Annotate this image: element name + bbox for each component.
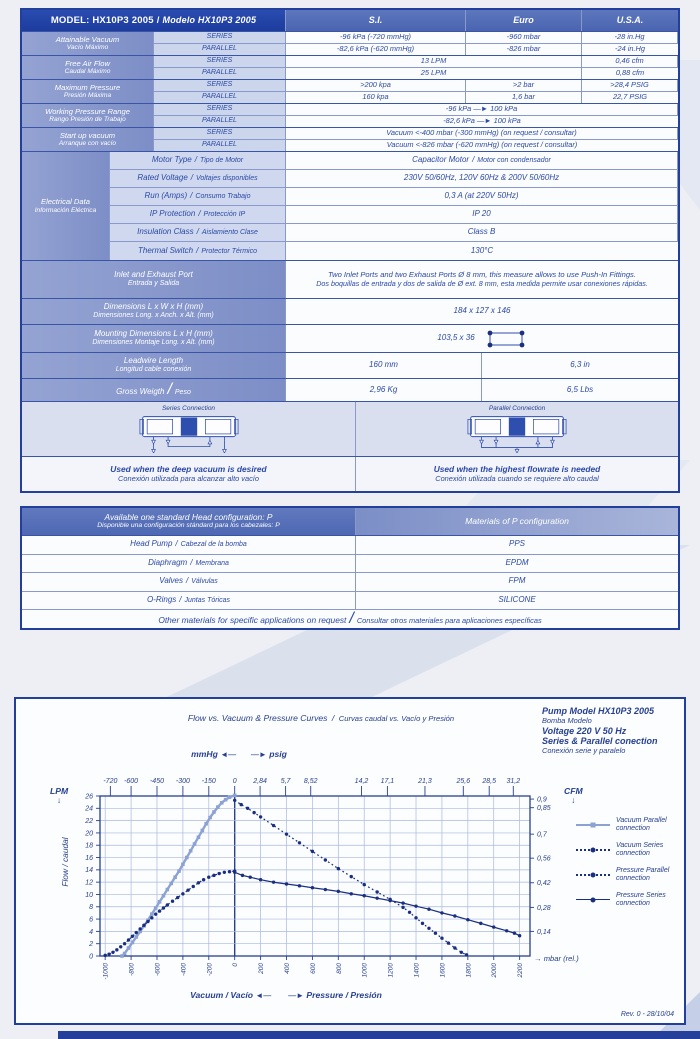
svg-text:24: 24 [85,805,93,813]
svg-text:0: 0 [89,953,93,961]
materials-row-head-pump [22,536,678,555]
series-connection-title: Series Connection [161,404,216,412]
working-pressure-parallel-value: -82,6 kPa —► 100 kPa [286,116,678,128]
mounting-value: 103,5 x 36 [437,333,475,343]
maximum-pressure-series-euro: >2 bar [466,80,582,92]
svg-text:600: 600 [309,963,317,974]
svg-text:200: 200 [258,963,266,974]
materials-row-orings [22,592,678,611]
svg-text:2000: 2000 [491,963,499,978]
maximum-pressure-parallel-usa: 22,7 PSIG [582,92,678,104]
svg-text:1600: 1600 [439,963,447,978]
svg-text:16: 16 [85,854,93,862]
row-attainable-vacuum [22,32,678,56]
svg-text:-720: -720 [103,778,118,785]
mmhg-label: mmHg [191,749,218,759]
parallel-tag: PARALLEL [154,116,286,128]
chart-legend [576,817,678,908]
materials-header-right: Materials of P configuration [356,508,678,535]
spec-table [20,8,680,493]
parallel-connection-icon [452,413,582,453]
maximum-pressure-series-usa: >28,4 PSIG [582,80,678,92]
svg-text:800: 800 [335,963,343,974]
maximum-pressure-parallel-si: 160 kpa [286,92,466,104]
mounting-value-cell [286,325,678,352]
revision-note: Rev. 0 - 28/10/04 [620,1011,674,1018]
electrical-prop-run-amps: Run (Amps) / Consumo Trabajo [110,188,286,206]
model-sep: / [156,14,160,26]
svg-text:2: 2 [89,941,93,949]
part-head-pump: Head Pump / Cabezal de la bomba [22,536,356,555]
flow-chart-panel [14,697,686,1025]
material-valves: FPM [356,573,678,592]
attainable-vacuum-label: Attainable Vacuum Vacío Máximo [22,32,154,55]
parallel-connection-title: Parallel Connection [488,404,546,412]
svg-text:10: 10 [85,891,93,899]
electrical-data-label: Electrical Data Información Eléctrica [22,152,110,260]
left-arrow-icon: ◄— [255,991,272,1000]
dimensions-label: Dimensions L x W x H (mm) Dimensiones Long. x Anch. x Alt. (mm) [22,299,286,324]
svg-text:-600: -600 [124,778,139,785]
start-up-vacuum-series-value: Vacuum <-400 mbar (-300 mmHg) (on request / consultar) [286,128,678,140]
svg-text:0,85: 0,85 [537,805,551,813]
materials-footer-note: Other materials for specific applications on request / Consultar otros materiales para aplicaciones específicas [22,610,678,628]
electrical-value-thermal-switch: 130°C [286,242,678,260]
series-connection-icon [124,413,254,453]
materials-header [22,508,678,536]
working-pressure-series-value: -96 kPa —► 100 kPa [286,104,678,116]
svg-text:8: 8 [89,904,93,912]
svg-text:400: 400 [284,963,292,974]
material-diaphragm: EPDM [356,555,678,574]
leadwire-label: Leadwire Length Longitud cable conexión [22,353,286,378]
legend-item-vacuum-parallel: Vacuum Parallel connection [576,817,678,833]
svg-text:-450: -450 [149,778,164,785]
electrical-data-block [22,152,678,261]
top-axis-caption [164,749,314,759]
series-usage-note: Used when the deep vacuum is desired Conexión utilizada para alcanzar alto vacío [22,457,356,491]
gross-weight-lbs: 6,5 Lbs [482,379,678,401]
svg-text:1200: 1200 [387,963,395,978]
part-orings: O-Rings / Juntas Tóricas [22,592,356,611]
legend-item-pressure-series: Pressure Series connection [576,892,678,908]
y-axis-title: Flow / caudal [60,837,70,887]
svg-text:1400: 1400 [413,963,421,978]
free-air-flow-parallel-usa: 0,88 cfm [582,68,678,80]
row-free-air-flow [22,56,678,80]
free-air-flow-series-usa: 0,46 cfm [582,56,678,68]
svg-text:0,7: 0,7 [537,831,547,839]
svg-text:25,6: 25,6 [456,778,471,785]
spec-table-header [22,10,678,32]
row-dimensions [22,299,678,325]
attainable-vacuum-series-si: -96 kPa (-720 mmHg) [286,32,466,44]
svg-text:-300: -300 [175,778,190,785]
gross-weight-label: Gross Weigth / Peso [22,379,286,401]
model-header [22,10,286,31]
left-arrow-icon: ◄— [220,750,237,759]
svg-text:2200: 2200 [517,963,525,978]
pump-model: Pump Model HX10P3 2005 [542,706,655,716]
materials-row-diaphragm [22,555,678,574]
svg-text:0,42: 0,42 [537,880,551,888]
free-air-flow-series-si-euro: 13 LPM [286,56,582,68]
maximum-pressure-parallel-euro: 1,6 bar [466,92,582,104]
svg-text:5,7: 5,7 [280,778,291,785]
series-tag: SERIES [154,128,286,140]
maximum-pressure-series-si: >200 kpa [286,80,466,92]
svg-text:1800: 1800 [465,963,473,978]
svg-text:1000: 1000 [361,963,369,978]
row-working-pressure-range [22,104,678,128]
svg-text:0: 0 [232,778,237,785]
column-header-euro: Euro [466,10,582,31]
electrical-prop-ip-protection: IP Protection / Protección IP [110,206,286,224]
svg-text:14: 14 [85,867,93,875]
mounting-label: Mounting Dimensions L x H (mm) Dimensiones Montaje Long. x Alt. (mm) [22,325,286,352]
vacuum-series-swatch [576,846,610,855]
vacuum-caption: Vacuum / Vacío [190,990,253,1000]
materials-table [20,506,680,630]
materials-header-left: Available one standard Head configuration: P Disponible una configuración stándard para los cabezales: P [22,508,356,535]
svg-text:20: 20 [85,830,93,838]
materials-footer [22,610,678,628]
svg-text:8,52: 8,52 [303,778,318,785]
svg-text:0,14: 0,14 [537,928,551,936]
pump-connection: Series & Parallel conection [542,736,658,747]
svg-text:22: 22 [85,818,93,826]
svg-text:18: 18 [85,842,93,850]
svg-text:0,28: 0,28 [537,904,551,912]
row-inlet-exhaust [22,261,678,299]
pressure-parallel-swatch [576,871,610,880]
electrical-value-insulation-class: Class B [286,224,678,242]
row-mounting-dimensions [22,325,678,353]
attainable-vacuum-series-usa: -28 in.Hg [582,32,678,44]
svg-text:21,3: 21,3 [418,778,432,785]
x-axis-unit: → mbar (rel.) [534,954,579,963]
electrical-value-motor-type: Capacitor Motor / Motor con condensador [286,152,678,170]
column-header-usa: U.S.A. [582,10,678,31]
svg-text:-150: -150 [201,778,216,785]
parallel-tag: PARALLEL [154,44,286,56]
electrical-prop-motor-type: Motor Type / Tipo de Motor [110,152,286,170]
electrical-value-rated-voltage: 230V 50/60Hz, 120V 60Hz & 200V 50/60Hz [286,170,678,188]
svg-text:17,1: 17,1 [380,778,395,785]
leadwire-value-mm: 160 mm [286,353,482,378]
start-up-vacuum-parallel-value: Vacuum <-826 mbar (-620 mmHg) (on request / consultar) [286,140,678,152]
inlet-exhaust-label: Inlet and Exhaust Port Entrada y Salida [22,261,286,298]
series-tag: SERIES [154,80,286,92]
mounting-holes-icon [485,329,527,349]
svg-text:31,2: 31,2 [506,778,521,785]
svg-text:2,84: 2,84 [253,778,267,785]
svg-text:28,5: 28,5 [482,778,497,785]
chart-title: Flow vs. Vacuum & Pressure Curves / Curvas caudal vs. Vacío y Presión [187,713,455,723]
page-bottom-rule [58,1031,700,1039]
svg-text:0,56: 0,56 [537,855,551,863]
model-name-es: Modelo HX10P3 2005 [162,14,257,25]
down-arrow-icon: ↓ [571,795,576,806]
row-start-up-vacuum [22,128,678,152]
working-pressure-range-label: Working Pressure Range Rango Presión de Trabajo [22,104,154,127]
free-air-flow-label: Free Air Flow Caudal Máximo [22,56,154,79]
gross-weight-kg: 2,96 Kg [286,379,482,401]
down-arrow-icon: ↓ [56,795,62,806]
right-arrow-icon: —► [250,750,267,759]
svg-text:6: 6 [89,916,93,924]
row-leadwire [22,353,678,379]
electrical-prop-insulation-class: Insulation Class / Aislamiento Clase [110,224,286,242]
right-arrow-icon: —► [288,991,305,1000]
start-up-vacuum-label: Start up vacuum Arranque con vacío [22,128,154,151]
pressure-series-swatch [576,896,610,905]
row-connection-diagrams [22,402,678,457]
attainable-vacuum-parallel-si: -82,6 kPa (-620 mmHg) [286,44,466,56]
pump-connection-es: Conexión serie y paralelo [542,746,626,756]
svg-text:-200: -200 [206,963,214,977]
legend-item-vacuum-series: Vacuum Series connection [576,842,678,858]
cfm-axis-unit: CFM ↓ [564,786,583,806]
pressure-caption: Pressure / Presión [306,990,382,1000]
row-maximum-pressure [22,80,678,104]
parallel-connection-diagram [356,402,678,456]
psig-label: psig [269,749,287,759]
part-diaphragm: Diaphragm / Membrana [22,555,356,574]
attainable-vacuum-series-euro: -960 mbar [466,32,582,44]
parallel-tag: PARALLEL [154,92,286,104]
right-arrow-icon: → [534,954,542,963]
svg-text:26: 26 [85,793,93,801]
column-header-si: S.I. [286,10,466,31]
legend-item-pressure-parallel: Pressure Parallel connection [576,867,678,883]
model-name: MODEL: HX10P3 2005 [50,14,154,26]
lpm-axis-unit: LPM ↓ [50,786,69,806]
svg-text:12: 12 [85,879,93,887]
svg-text:14,2: 14,2 [354,778,369,785]
svg-text:0,9: 0,9 [537,796,547,804]
materials-row-valves [22,573,678,592]
pump-model-es: Bomba Modelo [542,715,592,725]
material-orings: SILICONE [356,592,678,611]
pump-info-block [542,706,676,756]
electrical-prop-rated-voltage: Rated Voltage / Voltajes disponibles [110,170,286,188]
svg-text:-600: -600 [154,963,162,977]
dimensions-value: 184 x 127 x 146 [286,299,678,324]
inlet-exhaust-value: Two Inlet Ports and two Exhaust Ports Ø 8 mm, this measure allows to use Push-In Fittings. Dos boquillas de entrada y dos de salida de Ø ext. 8 mm, esta medida permite usar conexiones rápidas. [286,261,678,298]
pump-voltage: Voltage 220 V 50 Hz [542,725,627,736]
series-tag: SERIES [154,32,286,44]
svg-text:-1000: -1000 [102,963,110,980]
svg-text:4: 4 [89,928,93,936]
electrical-value-ip-protection: IP 20 [286,206,678,224]
row-gross-weight [22,379,678,402]
material-head-pump: PPS [356,536,678,555]
svg-text:-800: -800 [128,963,136,977]
series-connection-diagram [22,402,356,456]
parallel-tag: PARALLEL [154,68,286,80]
vacuum-parallel-swatch [576,821,610,830]
electrical-value-run-amps: 0,3 A (at 220V 50Hz) [286,188,678,206]
attainable-vacuum-parallel-euro: -826 mbar [466,44,582,56]
attainable-vacuum-parallel-usa: -24 in.Hg [582,44,678,56]
x-axis-caption [126,990,446,1000]
leadwire-value-in: 6,3 in [482,353,678,378]
parallel-usage-note: Used when the highest flowrate is needed Conexión utilizada cuando se requiere alto caudal [356,457,678,491]
part-valves: Valves / Válvulas [22,573,356,592]
parallel-tag: PARALLEL [154,140,286,152]
free-air-flow-parallel-si-euro: 25 LPM [286,68,582,80]
row-usage-notes [22,457,678,491]
svg-text:-400: -400 [180,963,188,977]
maximum-pressure-label: Maximum Pressure Presión Máxima [22,80,154,103]
svg-text:0: 0 [232,963,240,967]
electrical-prop-thermal-switch: Thermal Switch / Protector Térmico [110,242,286,260]
series-tag: SERIES [154,56,286,68]
series-tag: SERIES [154,104,286,116]
